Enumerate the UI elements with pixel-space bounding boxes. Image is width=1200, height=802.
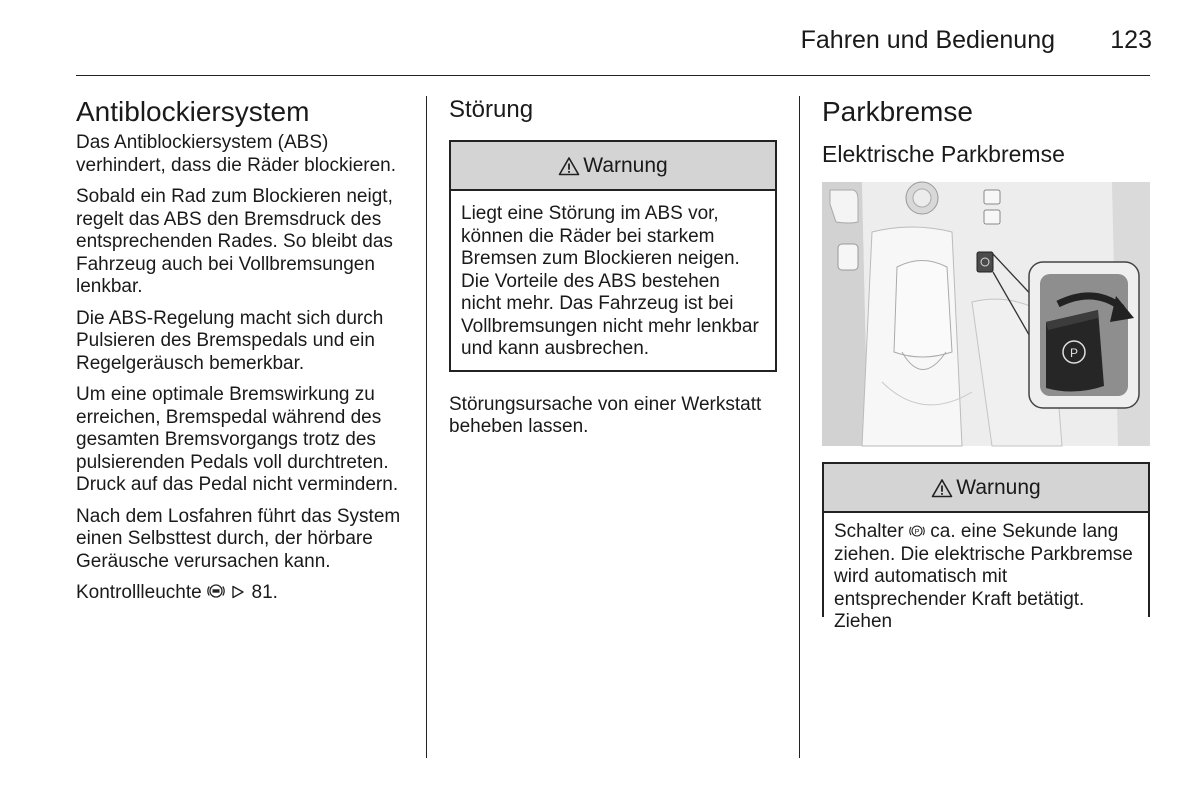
paragraph: Um eine optimale Bremswirkung zu erreichen, Bremspedal während des gesamten Bremsvorgangs trotz des pulsierenden Pedals voll durchtreten. Druck auf das Pedal nicht vermindern. <box>76 384 399 495</box>
parking-brake-console-photo <box>822 182 1150 446</box>
section-heading-stoerung: Störung <box>449 96 534 123</box>
warning-triangle-icon <box>931 478 953 498</box>
warning-text: Liegt eine Störung im ABS vor, können die Räder bei starkem Bremsen zum Blockieren neigen. Die Vorteile des ABS bestehen nicht mehr. Das Fahrzeug ist bei Vollbremsungen nicht mehr lenkbar und kann ausbrechen. <box>461 203 759 359</box>
reference-line <box>76 582 414 605</box>
section-heading-abs: Antiblockiersystem <box>76 96 310 127</box>
warning-title: Warnung <box>956 475 1041 499</box>
page-reference-arrow-icon[interactable] <box>230 584 246 600</box>
paragraph: Das Antiblockiersystem (ABS) verhindert, dass die Räder blockieren. <box>76 132 397 176</box>
warning-box <box>449 140 777 372</box>
column-divider-1 <box>426 96 427 758</box>
paragraph: Die ABS-Regelung macht sich durch Pulsieren des Bremspedals und ein Regelgeräusch bemerkbar. <box>76 307 384 374</box>
warning-box <box>822 462 1150 632</box>
warning-triangle-icon <box>558 156 580 176</box>
warning-title: Warnung <box>583 153 668 177</box>
column-abs <box>76 96 414 614</box>
subheading-elektrische-parkbremse: Elektrische Parkbremse <box>822 141 1065 167</box>
warning-header <box>451 142 775 191</box>
page-number: 123 <box>1110 26 1152 54</box>
svg-text:P: P <box>1069 346 1079 360</box>
warning-text <box>824 513 1148 632</box>
svg-text:P: P <box>914 527 920 536</box>
header-rule <box>76 75 1150 76</box>
section-heading-parkbremse: Parkbremse <box>822 96 973 127</box>
warning-header <box>824 464 1148 513</box>
column-divider-2 <box>799 96 800 758</box>
reference-prefix: Kontrollleuchte <box>76 582 202 603</box>
paragraph: Nach dem Losfahren führt das System einen Selbsttest durch, der hörbare Geräusche verursachen kann. <box>76 505 401 572</box>
paragraph: Sobald ein Rad zum Blockieren neigt, regelt das ABS den Bremsdruck des entsprechenden Rades. So bleibt das Fahrzeug auch bei Vollbremsungen lenkbar. <box>76 186 393 297</box>
header-title: Fahren und Bedienung <box>800 26 1055 54</box>
reference-page[interactable]: 81. <box>251 582 278 603</box>
column-parkbremse <box>822 96 1150 632</box>
warning-text-rest: ca. eine Sekunde lang ziehen. Die elektrische Parkbremse wird automatisch mit entsprechender Kraft betätigt. Ziehen <box>834 521 1133 632</box>
parking-brake-icon <box>909 523 925 539</box>
column-stoerung <box>449 96 777 448</box>
abs-warning-icon <box>207 582 225 600</box>
warning-text-start: Schalter <box>834 521 904 542</box>
paragraph: Störungsursache von einer Werkstatt beheben lassen. <box>449 393 762 437</box>
